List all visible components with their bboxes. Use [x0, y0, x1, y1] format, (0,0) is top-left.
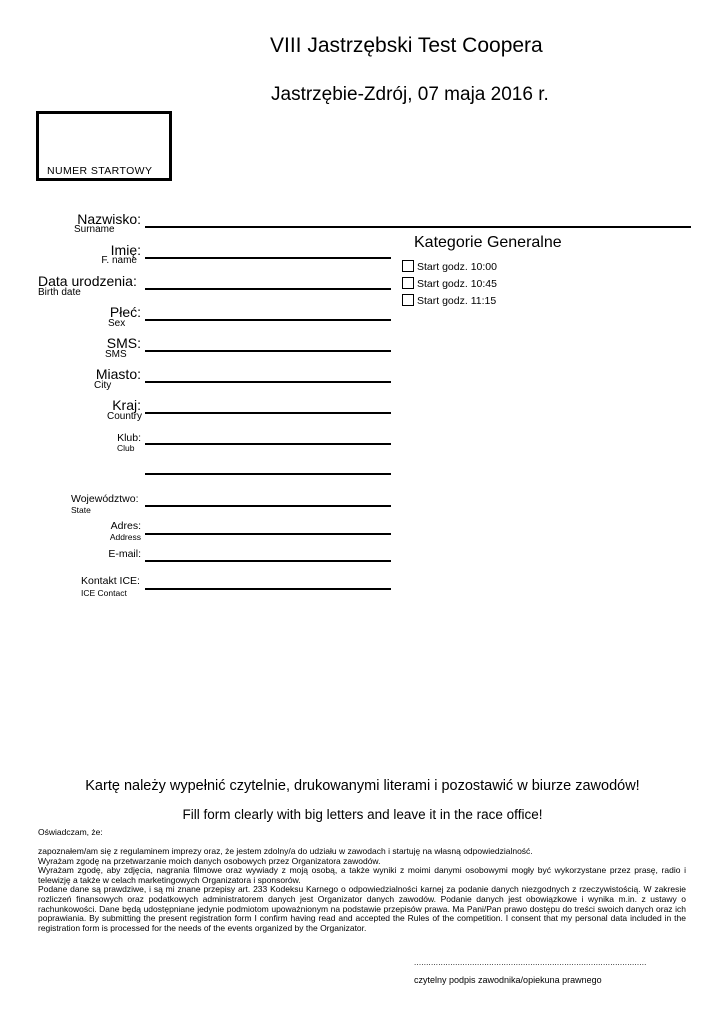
declaration-paragraph: Podane dane są prawdziwe, i są mi znane przepisy art. 233 Kodeksu Karnego o odpowiedzialności karnej za podanie danych niezgodnych z rzeczywistością. W zakresie rozliczeń finansowych oraz podatkowych administratorem danych jest Organizator danych zawodów. Podanie danych jest obowiązkowe i wynika m.in. z ustawy o rachunkowości. Dane będą udostępniane jedynie podmiotom upoważnionym na podstawie przepisów prawa. Ma Pani/Pan prawo dostępu do treści swoich danych oraz ich poprawiania. By submitting the present registration form I confirm having read and accepted the Rules of the competition. I consent that my personal data included in the registration form is processed for the needs of the events organized by the Organizator. — [38, 884, 686, 933]
birth-date-field[interactable] — [145, 288, 391, 290]
first-name-field[interactable] — [145, 257, 391, 259]
state-label: Województwo: — [71, 493, 139, 505]
club-field[interactable] — [145, 443, 391, 445]
club-field-extra-line[interactable] — [145, 473, 391, 475]
address-label: Adres: — [110, 520, 141, 532]
country-sublabel: Country — [106, 411, 142, 422]
country-field[interactable] — [145, 412, 391, 414]
birth-date-label: Data urodzenia: — [38, 273, 137, 289]
first-name-sublabel: F. name — [101, 255, 137, 266]
sms-field[interactable] — [145, 350, 391, 352]
address-field[interactable] — [145, 533, 391, 535]
ice-contact-label: Kontakt ICE: — [81, 575, 140, 587]
ice-contact-field[interactable] — [145, 588, 391, 590]
categories-title: Kategorie Generalne — [414, 234, 562, 251]
checkbox-icon[interactable] — [402, 260, 414, 272]
email-label: E-mail: — [108, 548, 141, 560]
sex-sublabel: Sex — [108, 318, 126, 329]
email-field[interactable] — [145, 560, 391, 562]
start-number-label: NUMER STARTOWY — [47, 165, 153, 177]
birth-date-sublabel: Birth date — [38, 287, 81, 298]
start-number-box[interactable] — [36, 111, 172, 181]
instruction-english: Fill form clearly with big letters and leave it in the race office! — [182, 807, 543, 822]
category-option-1045[interactable] — [402, 278, 497, 291]
event-date-location: Jastrzębie-Zdrój, 07 maja 2016 r. — [271, 84, 549, 105]
signature-line[interactable]: ................................................................................................ — [414, 958, 647, 967]
declaration-paragraph: Wyrażam zgodę na przetwarzanie moich danych osobowych przez Organizatora zawodów. — [38, 855, 381, 866]
sms-label: SMS: — [106, 335, 141, 351]
signature-label: czytelny podpis zawodnika/opiekuna prawnego — [414, 975, 602, 985]
sms-sublabel: SMS — [105, 349, 127, 360]
category-option-label: Start godz. 11:15 — [417, 295, 497, 307]
category-option-label: Start godz. 10:00 — [417, 261, 497, 273]
surname-field[interactable] — [145, 226, 691, 228]
category-option-1115[interactable] — [402, 295, 496, 308]
state-sublabel: State — [71, 505, 91, 515]
category-option-label: Start godz. 10:45 — [417, 278, 497, 290]
sex-label: Płeć: — [109, 304, 141, 320]
address-sublabel: Address — [109, 532, 141, 542]
city-sublabel: City — [94, 380, 112, 391]
page-title: VIII Jastrzębski Test Coopera — [270, 34, 543, 57]
surname-label: Nazwisko: — [77, 211, 141, 227]
declaration-heading: Oświadczam, że: — [38, 827, 103, 837]
club-sublabel: Club — [117, 443, 135, 453]
checkbox-icon[interactable] — [402, 294, 414, 306]
declaration-paragraph: zapoznałem/am się z regulaminem imprezy oraz, że jestem zdolny/a do udziału w zawodach i startuję na własną odpowiedzialność. — [38, 846, 533, 856]
surname-sublabel: Surname — [74, 224, 115, 235]
first-name-label: Imię: — [110, 242, 141, 258]
category-option-1000[interactable] — [402, 261, 497, 274]
instruction-polish: Kartę należy wypełnić czytelnie, drukowanymi literami i pozostawić w biurze zawodów! — [85, 778, 640, 794]
sex-field[interactable] — [145, 319, 391, 321]
country-label: Kraj: — [112, 397, 141, 413]
state-field[interactable] — [145, 505, 391, 507]
city-label: Miasto: — [95, 366, 141, 382]
club-label: Klub: — [117, 432, 141, 444]
declaration-text — [38, 847, 686, 933]
city-field[interactable] — [145, 381, 391, 383]
checkbox-icon[interactable] — [402, 277, 414, 289]
declaration-paragraph: Wyrażam zgodę, aby zdjęcia, nagrania filmowe oraz wywiady z moją osobą, a także wyniki z moimi danymi osobowymi mogły być wykorzystane przez prasę, radio i telewizję a także w celach marketingowych Organizatora i sponsorów. — [38, 865, 686, 885]
ice-contact-sublabel: ICE Contact — [81, 588, 127, 598]
